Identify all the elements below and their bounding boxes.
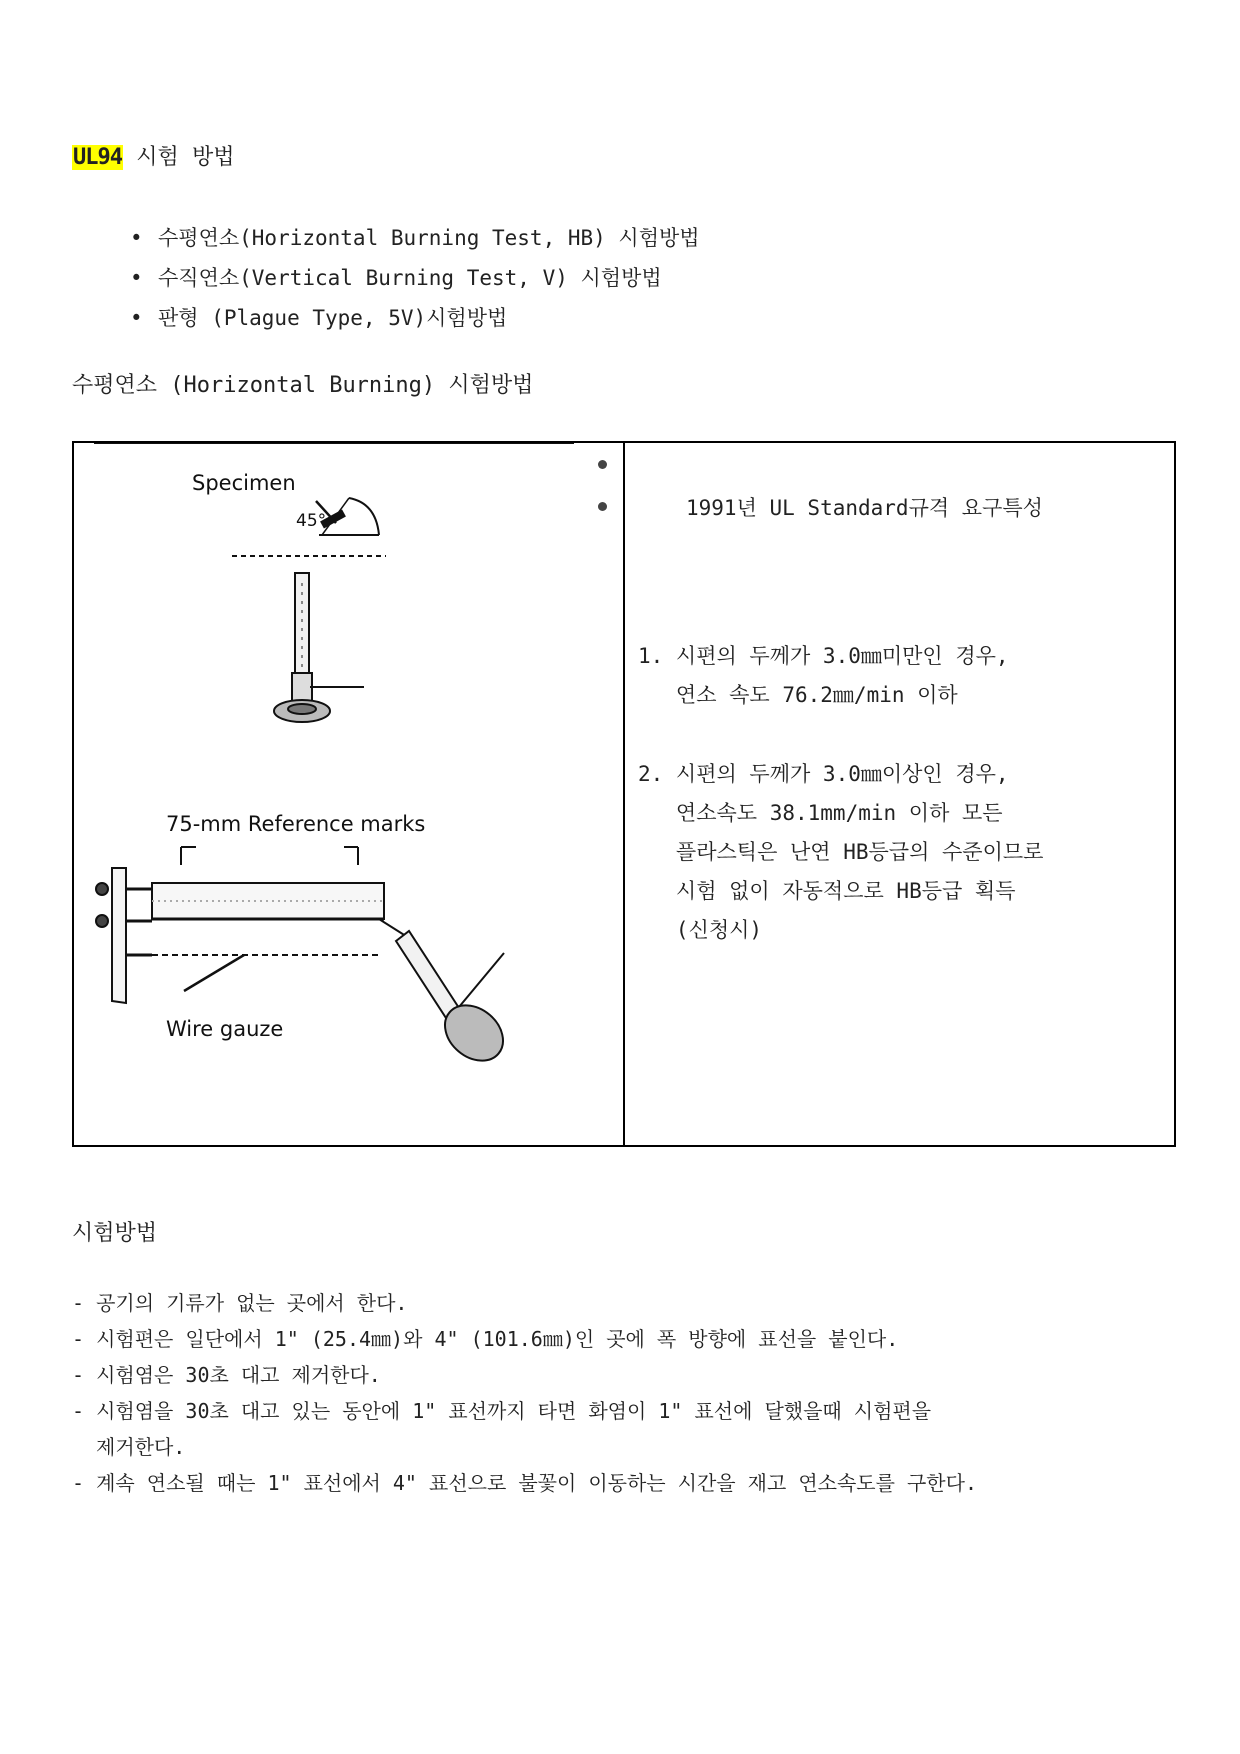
bullet-dot	[598, 460, 607, 469]
procedure-step: - 시험편은 일단에서 1" (25.4㎜)와 4" (101.6㎜)인 곳에 폭 방향에 표선을 붙인다.	[72, 1327, 899, 1351]
requirement-1-line: 연소 속도 76.2㎜/min 이하	[638, 683, 958, 707]
page-title	[72, 140, 235, 171]
specimen-label: Specimen	[192, 471, 296, 495]
angle-arc	[349, 498, 379, 535]
requirements-title: 1991년 UL Standard규격 요구특성	[686, 496, 1043, 520]
burner-base-center	[288, 704, 316, 714]
angle-label: 45°	[296, 511, 327, 531]
procedure-step-continued: 제거한다.	[96, 1435, 186, 1459]
section-title: 수평연소 (Horizontal Burning) 시험방법	[72, 373, 534, 398]
requirement-2	[638, 755, 1043, 950]
wire-gauze-label: Wire gauze	[166, 1017, 284, 1041]
reference-marks-label: 75-mm Reference marks	[166, 812, 426, 836]
requirement-1	[638, 637, 1009, 715]
method-list	[130, 218, 700, 338]
procedure-step: - 계속 연소될 때는 1" 표선에서 4" 표선으로 불꽃이 이동하는 시간을 재고 연소속도를 구한다.	[72, 1471, 977, 1495]
requirement-1-line: 1. 시편의 두께가 3.0㎜미만인 경우,	[638, 644, 1009, 668]
burning-test-figure	[74, 443, 623, 1145]
procedure-step: - 시험염을 30초 대고 있는 동안에 1" 표선까지 타면 화염이 1" 표선에 달했을때 시험편을	[72, 1399, 932, 1423]
requirement-2-line: 연소속도 38.1mm/min 이하 모든	[638, 801, 1003, 825]
procedure-step: - 시험염은 30초 대고 제거한다.	[72, 1363, 381, 1387]
table-divider	[623, 441, 625, 1147]
procedure-list	[72, 1285, 977, 1501]
method-item-vertical: • 수직연소(Vertical Burning Test, V) 시험방법	[130, 258, 700, 298]
requirement-2-line: (신청시)	[638, 918, 763, 942]
page-title-text: 시험 방법	[136, 145, 235, 170]
procedure-step: - 공기의 기류가 없는 곳에서 한다.	[72, 1291, 408, 1315]
clamp-upper	[96, 883, 108, 895]
gauze-pointer	[184, 955, 244, 991]
clamp-lower	[96, 915, 108, 927]
angled-burner-tube	[396, 931, 459, 1018]
requirement-2-line: 플라스틱은 난연 HB등급의 수준이므로	[638, 840, 1044, 864]
burner-valve	[292, 673, 312, 701]
requirement-2-line: 시험 없이 자동적으로 HB등급 획득	[638, 879, 1016, 903]
procedure-title: 시험방법	[72, 1221, 158, 1246]
method-item-plague: • 판형 (Plague Type, 5V)시험방법	[130, 298, 700, 338]
method-item-horizontal: • 수평연소(Horizontal Burning Test, HB) 시험방법	[130, 218, 700, 258]
requirement-2-line: 2. 시편의 두께가 3.0㎜이상인 경우,	[638, 762, 1009, 786]
angled-gas-line	[454, 953, 504, 1013]
bullet-dot	[598, 502, 607, 511]
support-stand	[112, 868, 126, 1003]
ul94-highlight: UL94	[73, 145, 122, 170]
